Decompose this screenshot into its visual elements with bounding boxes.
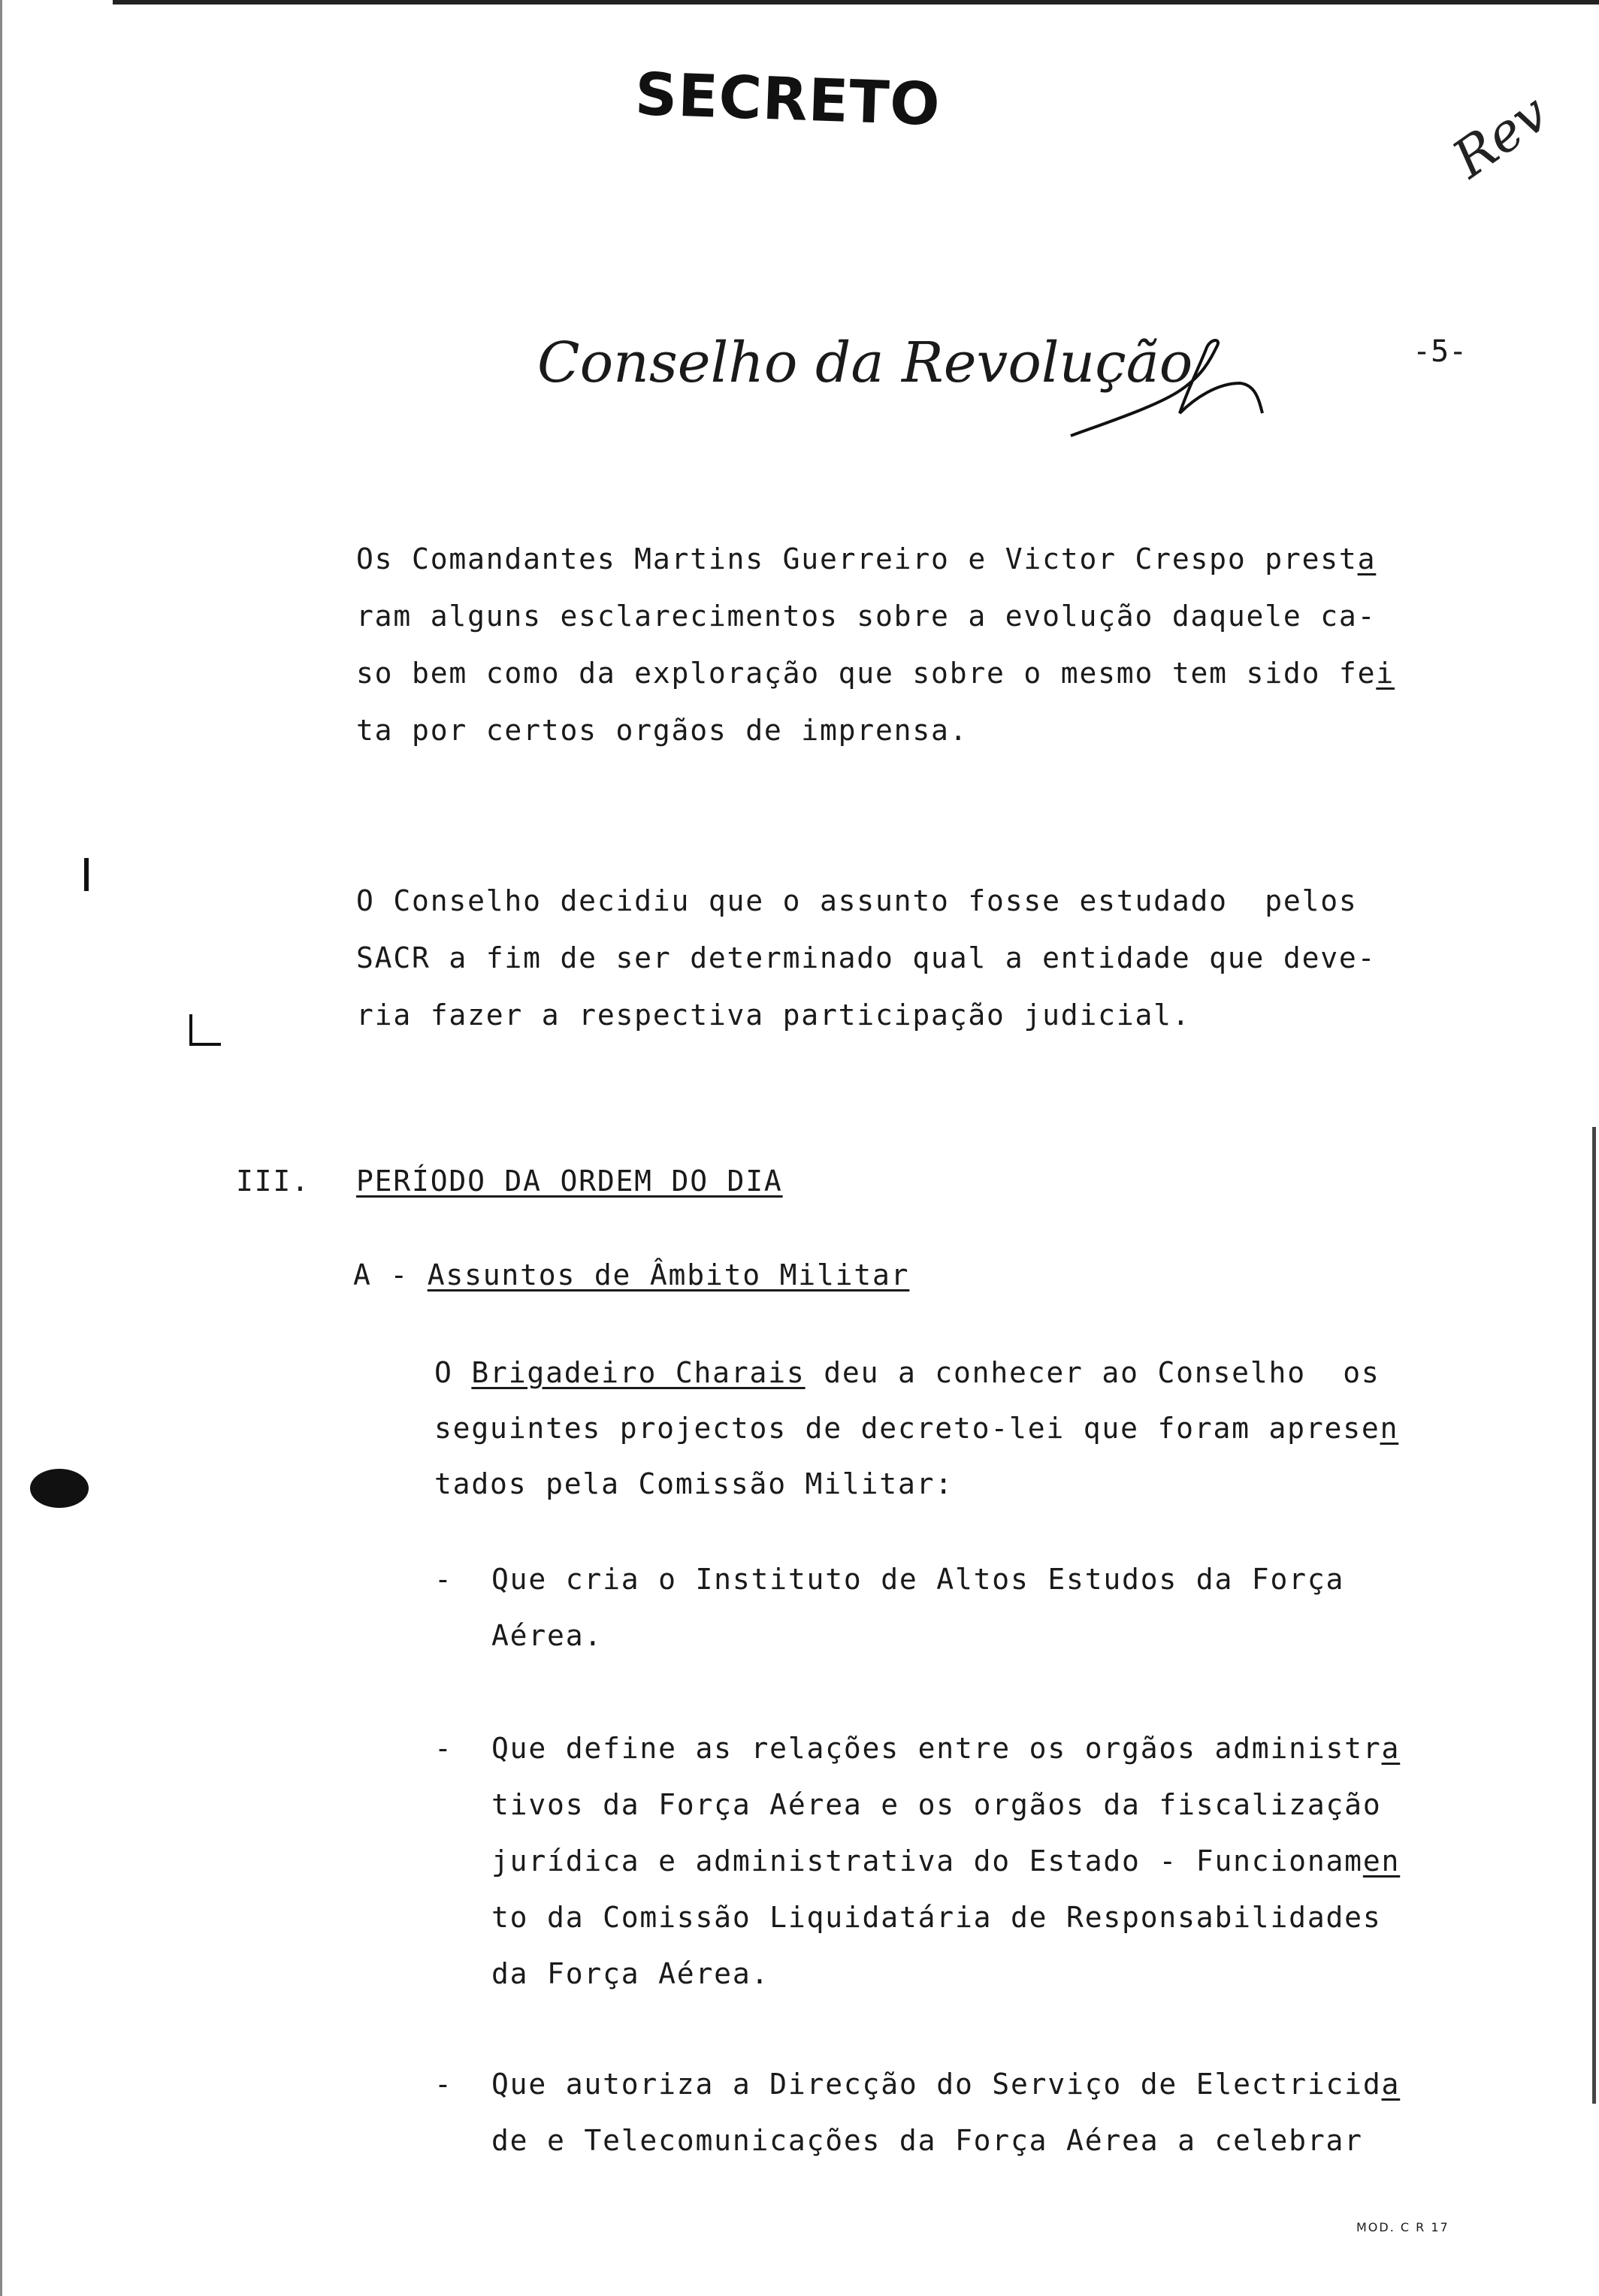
paragraph-line: ria fazer a respectiva participação judicial. bbox=[356, 998, 1191, 1032]
bullet-line: Que define as relações entre os orgãos administra bbox=[491, 1732, 1401, 1765]
paragraph-line: SACR a fim de ser determinado qual a entidade que deve- bbox=[356, 941, 1377, 974]
section-title: PERÍODO DA ORDEM DO DIA bbox=[356, 1165, 783, 1198]
bullet-dash: - bbox=[434, 2068, 453, 2101]
page-left-edge bbox=[0, 0, 2, 2296]
page-number: -5- bbox=[1413, 334, 1468, 369]
secret-stamp: SECRETO bbox=[633, 60, 942, 140]
bullet-dash: - bbox=[434, 1563, 453, 1596]
signature bbox=[1067, 331, 1292, 451]
margin-bracket bbox=[189, 1014, 192, 1044]
margin-mark bbox=[84, 858, 89, 891]
bullet-line: tivos da Força Aérea e os orgãos da fiscalização bbox=[491, 1788, 1382, 1821]
ink-blot bbox=[30, 1469, 89, 1508]
paragraph-line: so bem como da exploração que sobre o mesmo tem sido fei bbox=[356, 657, 1395, 690]
subsection-heading: A - Assuntos de Âmbito Militar bbox=[353, 1258, 910, 1292]
paragraph-line: ram alguns esclarecimentos sobre a evolução daquele ca- bbox=[356, 600, 1377, 633]
section-number: III. bbox=[236, 1165, 310, 1198]
bullet-line: Que cria o Instituto de Altos Estudos da Força bbox=[491, 1563, 1345, 1596]
letterhead: Conselho da Revolução bbox=[537, 331, 1193, 395]
bullet-line: jurídica e administrativa do Estado - Funcionamen bbox=[491, 1844, 1401, 1878]
bullet-dash: - bbox=[434, 1732, 453, 1765]
form-code: MOD. C R 17 bbox=[1356, 2220, 1449, 2234]
top-rule bbox=[113, 0, 1599, 14]
bullet-line: to da Comissão Liquidatária de Responsabilidades bbox=[491, 1901, 1382, 1934]
bullet-line: da Força Aérea. bbox=[491, 1957, 770, 1990]
bullet-line: Que autoriza a Direcção do Serviço de Electricida bbox=[491, 2068, 1401, 2101]
paragraph-line: O Brigadeiro Charais deu a conhecer ao Conselho os bbox=[434, 1356, 1380, 1389]
paragraph-line: ta por certos orgãos de imprensa. bbox=[356, 714, 969, 747]
bullet-line: Aérea. bbox=[491, 1619, 603, 1652]
paragraph-line: tados pela Comissão Militar: bbox=[434, 1467, 954, 1500]
paragraph-line: seguintes projectos de decreto-lei que foram apresen bbox=[434, 1412, 1399, 1445]
paragraph-line: O Conselho decidiu que o assunto fosse estudado pelos bbox=[356, 884, 1358, 917]
bullet-line: de e Telecomunicações da Força Aérea a celebrar bbox=[491, 2124, 1363, 2157]
margin-bracket-foot bbox=[189, 1043, 221, 1046]
handwritten-initials: Rev bbox=[1441, 82, 1560, 190]
paragraph-line: Os Comandantes Martins Guerreiro e Victor Crespo presta bbox=[356, 542, 1377, 576]
page-right-edge bbox=[1592, 1127, 1596, 2104]
